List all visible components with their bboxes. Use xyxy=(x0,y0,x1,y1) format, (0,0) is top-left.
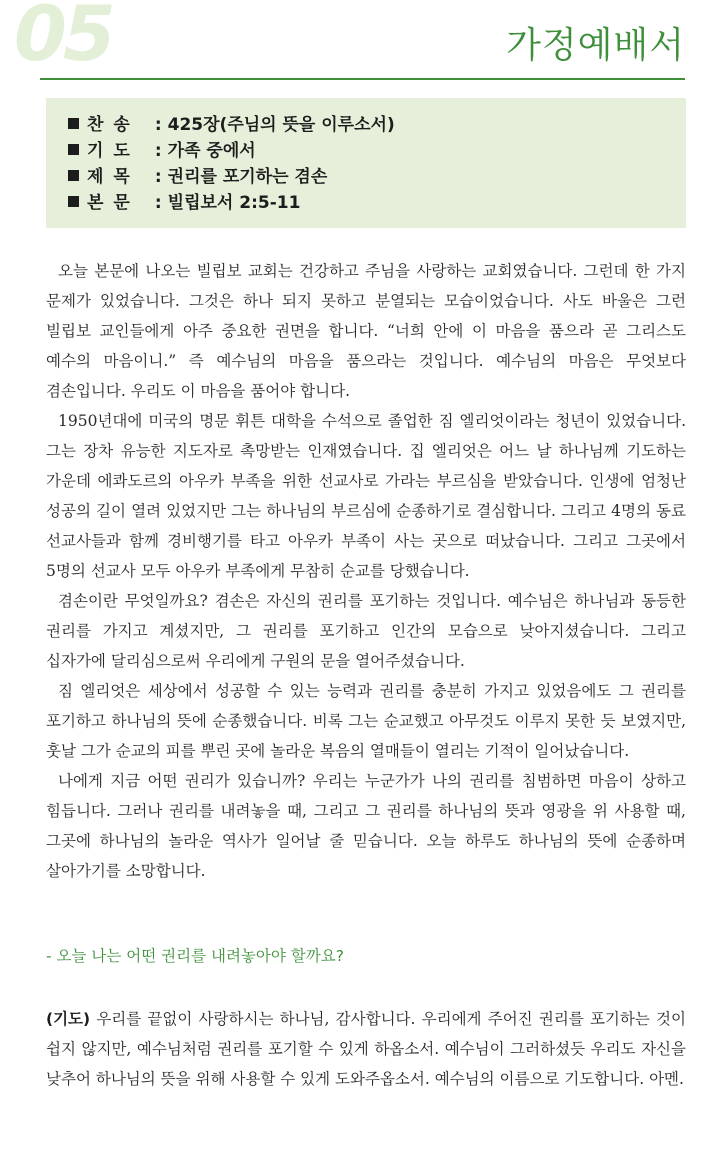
info-value: 425장(주님의 뜻을 이루소서) xyxy=(167,115,395,135)
square-bullet-icon xyxy=(68,196,79,207)
prayer-text: 우리를 끝없이 사랑하시는 하나님, 감사합니다. 우리에게 주어진 권리를 포기하는 것이 쉽지 않지만, 예수님처럼 권리를 포기할 수 있게 하옵소서. 예수님이 그러하셨듯 우리도 자신을 낮추어 하나님의 뜻을 위해 사용할 수 있게 도와주옵소서. 예수님의 이름으로 기도합니다. 아멘. xyxy=(46,1010,686,1088)
page-number: 05 xyxy=(14,0,112,78)
title-divider xyxy=(40,78,685,80)
sermon-body xyxy=(46,256,686,886)
info-label: 제 목 xyxy=(87,167,132,187)
square-bullet-icon xyxy=(68,144,79,155)
info-label: 기 도 xyxy=(87,141,132,161)
info-colon: : xyxy=(149,167,168,187)
body-paragraph: 오늘 본문에 나오는 빌립보 교회는 건강하고 주님을 사랑하는 교회였습니다. 그런데 한 가지 문제가 있었습니다. 그것은 하나 되지 못하고 분열되는 모습이었습니다. 사도 바울은 그런 빌립보 교인들에게 아주 중요한 권면을 합니다. “너희 안에 이 마음을 품으라 곧 그리스도 예수의 마음이니.” 즉 예수님의 마음을 품으라는 것입니다. 예수님의 마음은 무엇보다 겸손입니다. 우리도 이 마음을 품어야 합니다. xyxy=(46,262,686,400)
info-label: 본 문 xyxy=(87,193,132,213)
prayer-label: (기도) xyxy=(46,1010,91,1028)
square-bullet-icon xyxy=(68,118,79,129)
reflection-question: - 오늘 나는 어떤 권리를 내려놓아야 할까요? xyxy=(46,947,344,965)
square-bullet-icon xyxy=(68,170,79,181)
info-label: 찬 송 xyxy=(87,115,132,135)
info-row-scripture xyxy=(68,190,686,216)
info-row-subject xyxy=(68,164,686,190)
info-row-hymn xyxy=(68,112,686,138)
body-paragraph: 짐 엘리엇은 세상에서 성공할 수 있는 능력과 권리를 충분히 가지고 있었음에도 그 권리를 포기하고 하나님의 뜻에 순종했습니다. 비록 그는 순교했고 아무것도 이루지 못한 듯 보였지만, 훗날 그가 순교의 피를 뿌린 곳에 놀라운 복음의 열매들이 열리는 기적이 일어났습니다. xyxy=(46,682,686,760)
body-paragraph: 나에게 지금 어떤 권리가 있습니까? 우리는 누군가가 나의 권리를 침범하면 마음이 상하고 힘듭니다. 그러나 권리를 내려놓을 때, 그리고 그 권리를 하나님의 뜻과 영광을 위 사용할 때, 그곳에 하나님의 놀라운 역사가 일어날 줄 믿습니다. 오늘 하루도 하나님의 뜻에 순종하며 살아가기를 소망합니다. xyxy=(46,772,686,880)
page-title: 가정예배서 xyxy=(506,25,685,66)
closing-prayer xyxy=(46,1004,686,1094)
info-colon: : xyxy=(149,115,168,135)
info-colon: : xyxy=(149,141,168,161)
info-value: 가족 중에서 xyxy=(167,141,256,161)
worship-info-box xyxy=(46,98,686,228)
info-colon: : xyxy=(149,193,168,213)
info-row-prayer xyxy=(68,138,686,164)
body-paragraph: 겸손이란 무엇일까요? 겸손은 자신의 권리를 포기하는 것입니다. 예수님은 하나님과 동등한 권리를 가지고 계셨지만, 그 권리를 포기하고 인간의 모습으로 낮아지셨습니다. 그리고 십자가에 달리심으로써 우리에게 구원의 문을 열어주셨습니다. xyxy=(46,592,686,670)
info-value: 권리를 포기하는 겸손 xyxy=(167,167,328,187)
body-paragraph: 1950년대에 미국의 명문 휘튼 대학을 수석으로 졸업한 짐 엘리엇이라는 청년이 있었습니다. 그는 장차 유능한 지도자로 촉망받는 인재였습니다. 집 엘리엇은 어느 날 하나님께 기도하는 가운데 에콰도르의 아우카 부족을 위한 선교사로 가라는 부르심을 받았습니다. 인생에 엄청난 성공의 길이 열려 있었지만 그는 하나님의 부르심에 순종하기로 결심합니다. 그리고 4명의 동료 선교사들과 함께 경비행기를 타고 아우카 부족이 사는 곳으로 떠났습니다. 그리고 그곳에서 5명의 선교사 모두 아우카 부족에게 무참히 순교를 당했습니다. xyxy=(46,412,686,580)
info-value: 빌립보서 2:5-11 xyxy=(167,193,301,213)
